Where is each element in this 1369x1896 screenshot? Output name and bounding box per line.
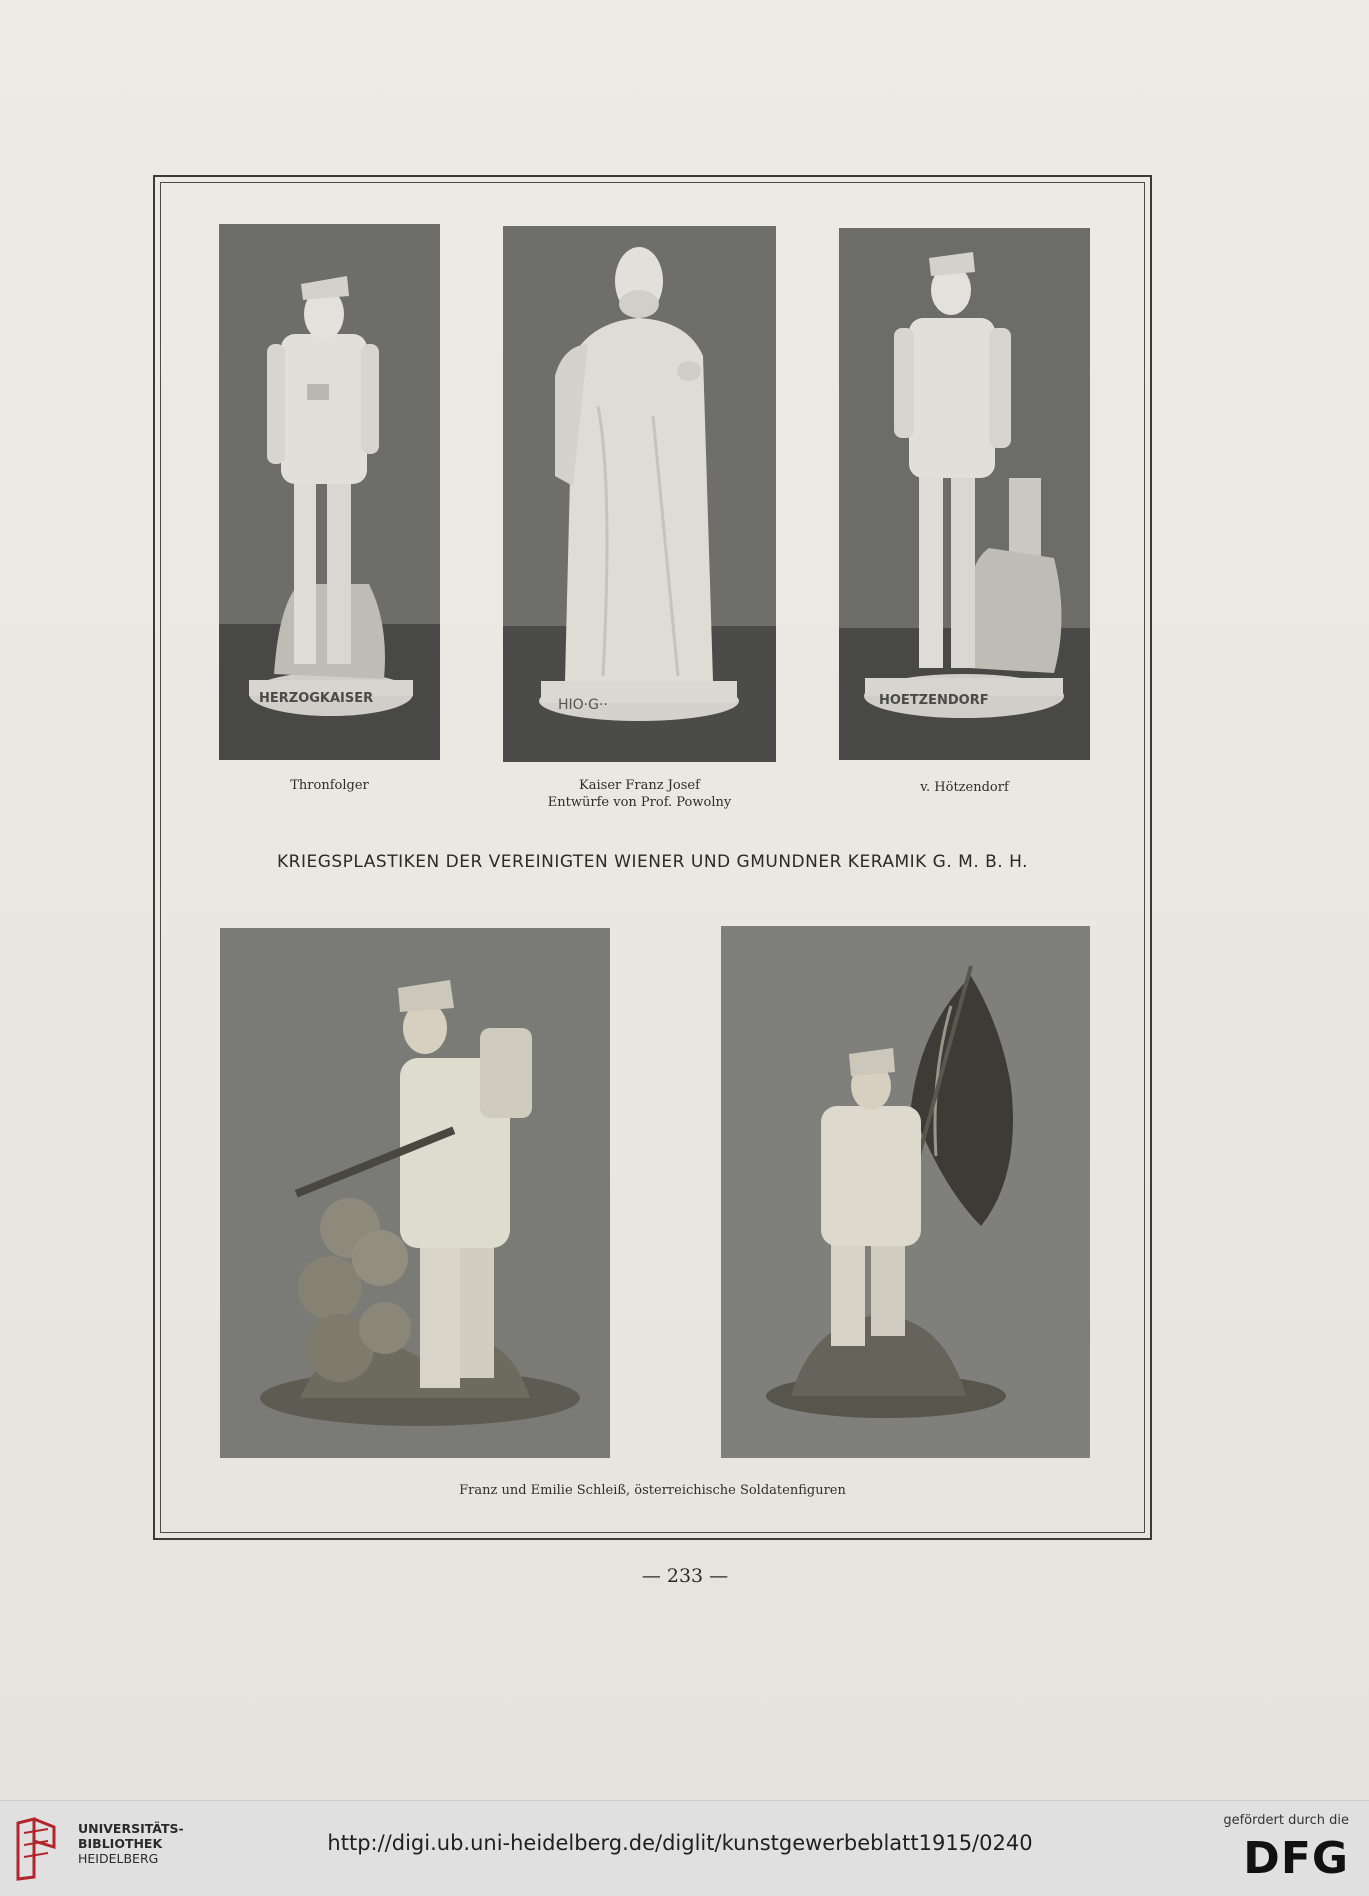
caption-line: Kaiser Franz Josef bbox=[579, 778, 700, 793]
caption-line: Entwürfe von Prof. Powolny bbox=[547, 795, 732, 810]
funder-label: gefördert durch die bbox=[1223, 1813, 1349, 1828]
kaiser-figure-image bbox=[503, 226, 776, 762]
caption-kaiser-franz-josef bbox=[503, 777, 776, 811]
thronfolger-figure-image bbox=[219, 224, 440, 760]
caption-line: Thronfolger bbox=[290, 778, 369, 793]
svg-text:HIO·G··: HIO·G·· bbox=[558, 697, 608, 713]
caption-line: v. Hötzendorf bbox=[920, 780, 1009, 795]
plate-headline: KRIEGSPLASTIKEN DER VEREINIGTEN WIENER UND GMUNDNER KERAMIK G. M. B. H. bbox=[277, 852, 1028, 872]
library-name-line: HEIDELBERG bbox=[78, 1851, 159, 1866]
photo-kaiser-franz-josef bbox=[503, 226, 776, 762]
library-logo-icon[interactable] bbox=[14, 1817, 62, 1881]
library-name-line: BIBLIOTHEK bbox=[78, 1836, 163, 1851]
thronfolger-base-inscription: HERZOGKAISER bbox=[259, 691, 374, 706]
photo-hoetzendorf bbox=[839, 228, 1090, 760]
footer-bar bbox=[0, 1800, 1369, 1896]
photo-soldier-with-flag bbox=[721, 926, 1090, 1458]
caption-thronfolger bbox=[219, 777, 440, 794]
dfg-logo[interactable]: DFG bbox=[1243, 1833, 1349, 1884]
soldier-rifle-figure-image bbox=[220, 928, 610, 1458]
caption-soldatenfiguren: Franz und Emilie Schleiß, österreichische Soldatenfiguren bbox=[459, 1483, 846, 1498]
hoetzendorf-figure-image bbox=[839, 228, 1090, 760]
hoetzendorf-base-inscription: HOETZENDORF bbox=[879, 693, 989, 708]
photo-soldier-with-rifle bbox=[220, 928, 610, 1458]
soldier-flag-figure-image bbox=[721, 926, 1090, 1458]
library-name-line: UNIVERSITÄTS- bbox=[78, 1821, 184, 1836]
caption-hoetzendorf bbox=[839, 779, 1090, 796]
source-url-link[interactable]: http://digi.ub.uni-heidelberg.de/diglit/kunstgewerbeblatt1915/0240 bbox=[327, 1831, 1033, 1855]
library-name[interactable] bbox=[78, 1821, 184, 1866]
photo-thronfolger bbox=[219, 224, 440, 760]
page-number: — 233 — bbox=[641, 1565, 729, 1587]
